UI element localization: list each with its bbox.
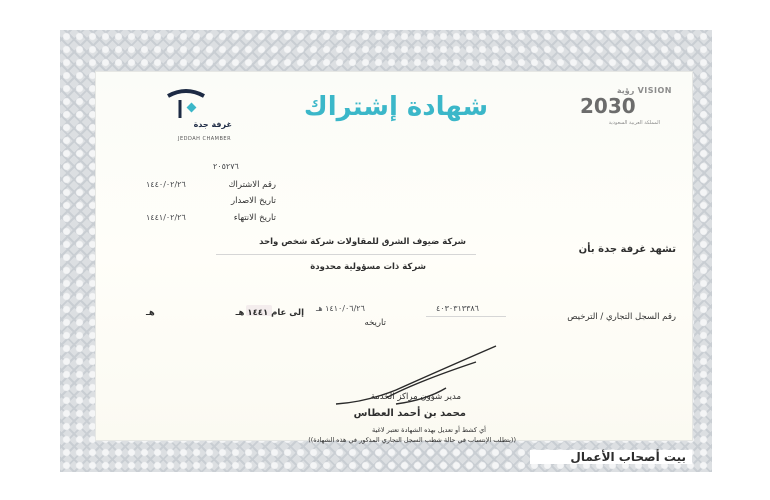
company-underline — [216, 254, 476, 255]
vision-subtitle: المملكة العربية السعودية — [608, 120, 660, 126]
certificate-paper — [96, 72, 692, 444]
page-title: شهادة إشتراك — [303, 92, 489, 122]
issue-date-label: تاريخ الاصدار — [231, 196, 276, 206]
cr-number: ٤٠٣٠٣١٣٣٨٦ — [436, 304, 479, 313]
note-line-2: ((يتطلب الإنتساب في حالة شطب السجل التجاري المذكور في هذه الشهادة)) — [308, 436, 516, 444]
cr-underline — [426, 316, 506, 317]
vision-2030-logo — [568, 80, 678, 160]
company-type: شركة ذات مسؤولية محدودة — [310, 262, 426, 272]
certificate-frame — [60, 30, 712, 472]
until-label: إلى عام ١٤٤١ هـ — [235, 308, 304, 318]
signatory-name: محمد بن أحمد العطاس — [353, 408, 466, 419]
vision-label: VISION رؤية — [616, 86, 672, 95]
signatory-title: مدير شؤون مراكز الخدمة — [370, 392, 461, 402]
chamber-name: غرفة جدة — [193, 120, 232, 129]
note-line-1: أي كشط أو تعديل بهذه الشهادة تعتبر لاغية — [372, 426, 486, 434]
cr-label: رقم السجل التجاري / الترخيص — [567, 312, 676, 322]
until-suffix: هـ — [146, 308, 155, 318]
expiry-date: ١٤٤١/٠٢/٢٦ — [146, 213, 186, 222]
company-name: شركة ضيوف الشرق للمقاولات شركة شخص واحد — [259, 237, 466, 247]
vision-year: 2030 — [580, 94, 636, 118]
footer-slogan: بيت أصحاب الأعمال — [530, 450, 692, 464]
chamber-emblem-icon — [166, 88, 206, 122]
expiry-date-label: تاريخ الانتهاء — [233, 213, 276, 223]
cr-date: ١٤١٠/٠٦/٢٦ هـ — [316, 304, 365, 313]
membership-date: ١٤٤٠/٠٢/٢٦ — [146, 180, 186, 189]
certifies-label: تشهد غرفة جدة بأن — [578, 244, 676, 255]
membership-label: رقم الاشتراك — [228, 180, 276, 190]
jeddah-chamber-logo — [166, 84, 246, 164]
membership-number: ٢٠٥٢٧٦ — [213, 162, 239, 171]
date-label: تاريخه — [364, 318, 386, 328]
chamber-name-en: JEDDAH CHAMBER — [178, 136, 232, 142]
